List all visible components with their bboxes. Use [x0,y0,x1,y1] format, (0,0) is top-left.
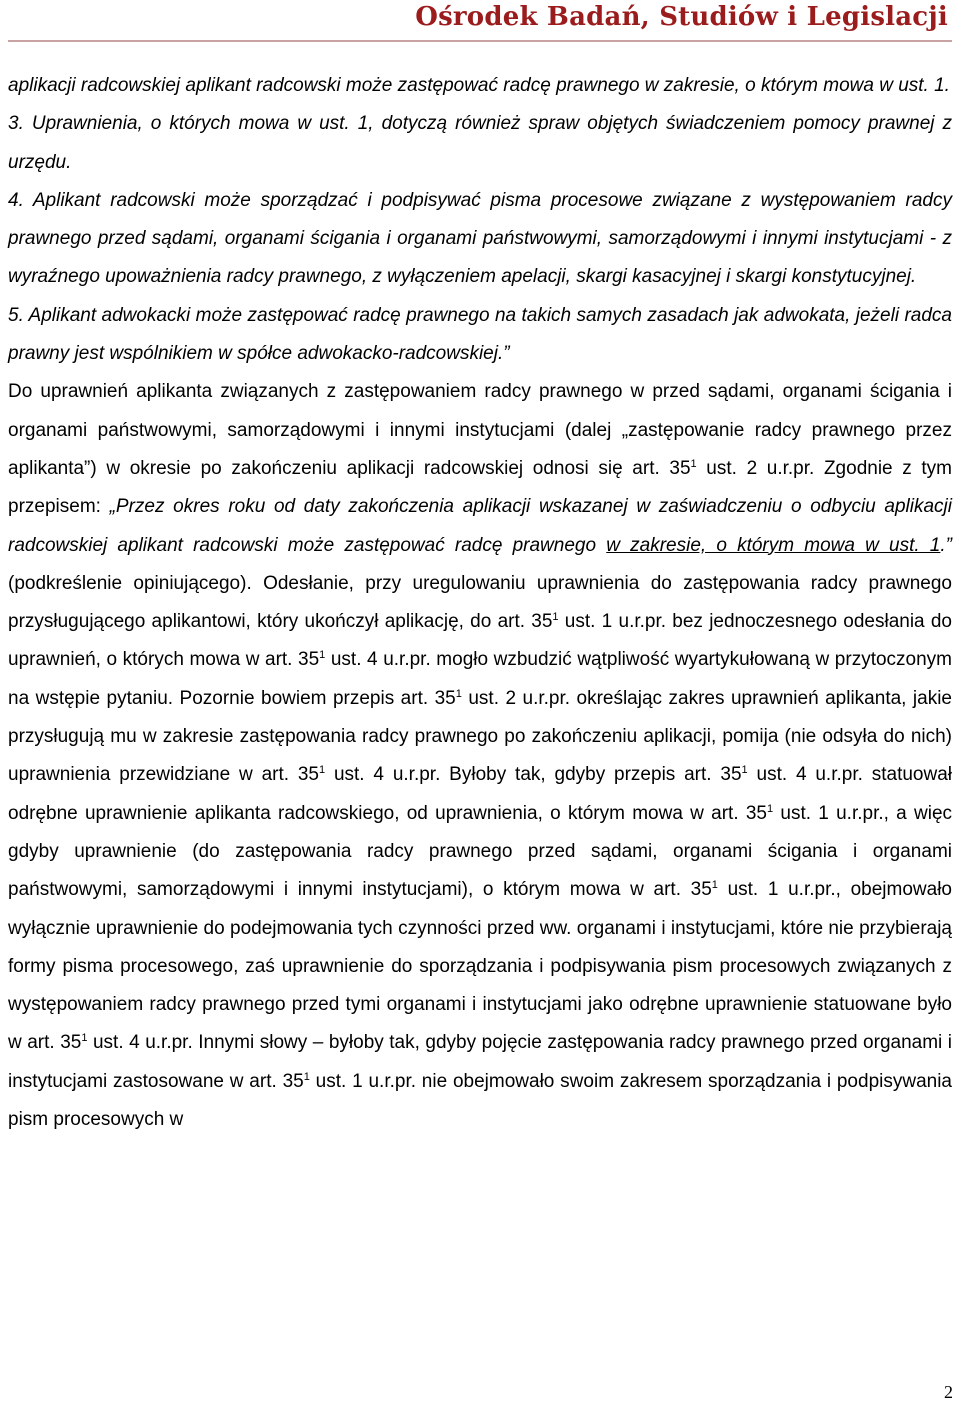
text-segment: ust. 4 u.r.pr. Innymi słowy – byłoby tak, gdyby pojęcie zastępowania radcy prawnego przed organami i instytucjami zastosowane w art. 35 [8,1032,952,1092]
paragraph-3: 3. Uprawnienia, o których mowa w ust. 1, dotyczą również spraw objętych świadczeniem pomocy prawnej z urzędu. [8,113,952,173]
quote-text: „Przez okres roku od daty zakończenia aplikacji wskazanej w zaświadczeniu o odbyciu aplikacji radcowskiej aplikant radcowski może zastępować radcę prawnego [8,496,952,556]
superscript: 1 [552,611,559,624]
text-segment: ust. 1 u.r.pr., a więc gdyby uprawnienie (do zastępowania radcy prawnego przed sądami, organami ścigania i organami państwowymi, samorządowymi i innymi instytucjami), o którym mowa w art. 35 [8,802,953,901]
text-segment: ust. 4 u.r.pr. mogło wzbudzić wątpliwość wyartykułowaną w przytoczonym na wstępie pytaniu. Pozornie bowiem przepis art. 35 [8,649,952,709]
underlined-quote-text: w zakresie, o którym mowa w ust. 1 [606,534,941,556]
quoted-provision [8,496,952,555]
text-segment: (podkreślenie opiniującego). Odesłanie, przy uregulowaniu uprawnienia do zastępowania radcy prawnego przysługującego aplikantowi, który ukończył aplikację, do art. 35 [8,572,952,633]
text-segment: ust. 1 u.r.pr. bez jednoczesnego odesłania do uprawnień, o których mowa w art. 35 [8,611,953,671]
header-divider [8,40,952,42]
quote-end: .” [940,534,952,556]
text-segment: ust. 4 u.r.pr. statuował odrębne uprawnienie aplikanta radcowskiego, od uprawnienia, o którym mowa w art. 35 [8,764,952,824]
page-number: 2 [944,1382,953,1402]
text-segment: ust. 1 u.r.pr., obejmowało wyłącznie uprawnienie do podejmowania tych czynności przed ww. organami i instytucjami, które nie przybierają formy pisma procesowego, zaś uprawnienie do sporządzania i podpisywania pism procesowych związanych z występowaniem radcy prawnego przed tymi organami i instytucjami jako odrębne uprawnienie statuowane było w art. 35 [8,879,952,1054]
text-segment: ust. 1 u.r.pr. nie obejmowało swoim zakresem sporządzania i podpisywania pism procesowych w [8,1070,952,1131]
superscript: 1 [455,687,462,700]
superscript: 1 [319,764,326,777]
superscript: 1 [303,1070,310,1083]
superscript: 1 [319,649,326,662]
paragraph-4: 4. Aplikant radcowski może sporządzać i podpisywać pisma procesowe związane z występowaniem radcy prawnego przed sądami, organami ścigania i organami państwowymi, samorządowymi i innymi instytucjami - z wyraźnego upoważnienia radcy prawnego, z wyłączeniem apelacji, skargi kasacyjnej i skargi konstytucyjnej. [8,189,952,288]
analysis-paragraph [8,373,952,1139]
text-segment: Do uprawnień aplikanta związanych z zastępowaniem radcy prawnego w przed sądami, organami ścigania i organami państwowymi, samorządowymi i innymi instytucjami (dalej „zastępowanie radcy prawnego przez aplikanta”) w okresie po zakończeniu aplikacji radcowskiej odnosi się art. 35 [8,381,952,479]
text-segment: ust. 4 u.r.pr. Byłoby tak, gdyby przepis art. 35 [325,764,742,786]
superscript: 1 [690,457,697,470]
text-segment: ust. 2 u.r.pr. Zgodnie z tym przepisem: [8,457,952,518]
paragraph-1: aplikacji radcowskiej aplikant radcowski może zastępować radcę prawnego w zakresie, o którym mowa w ust. 1. [8,75,950,96]
superscript: 1 [741,764,748,777]
superscript: 1 [81,1032,88,1045]
superscript: 1 [767,802,774,815]
superscript: 1 [711,879,718,892]
text-segment: ust. 2 u.r.pr. określając zakres uprawnień aplikanta, jakie przysługują mu w zakresie zastępowania radcy prawnego po zakończeniu aplikacji, pomija (nie odsyła do nich) uprawnienia przewidziane w art. 35 [8,687,952,786]
paragraph-5: 5. Aplikant adwokacki może zastępować radcę prawnego na takich samych zasadach jak adwokata, jeżeli radca prawny jest wspólnikiem w spółce adwokacko-radcowskiej.” [8,304,952,365]
institution-title: Ośrodek Badań, Studiów i Legislacji [415,2,948,32]
document-body [8,67,952,1139]
page-header [0,0,960,44]
